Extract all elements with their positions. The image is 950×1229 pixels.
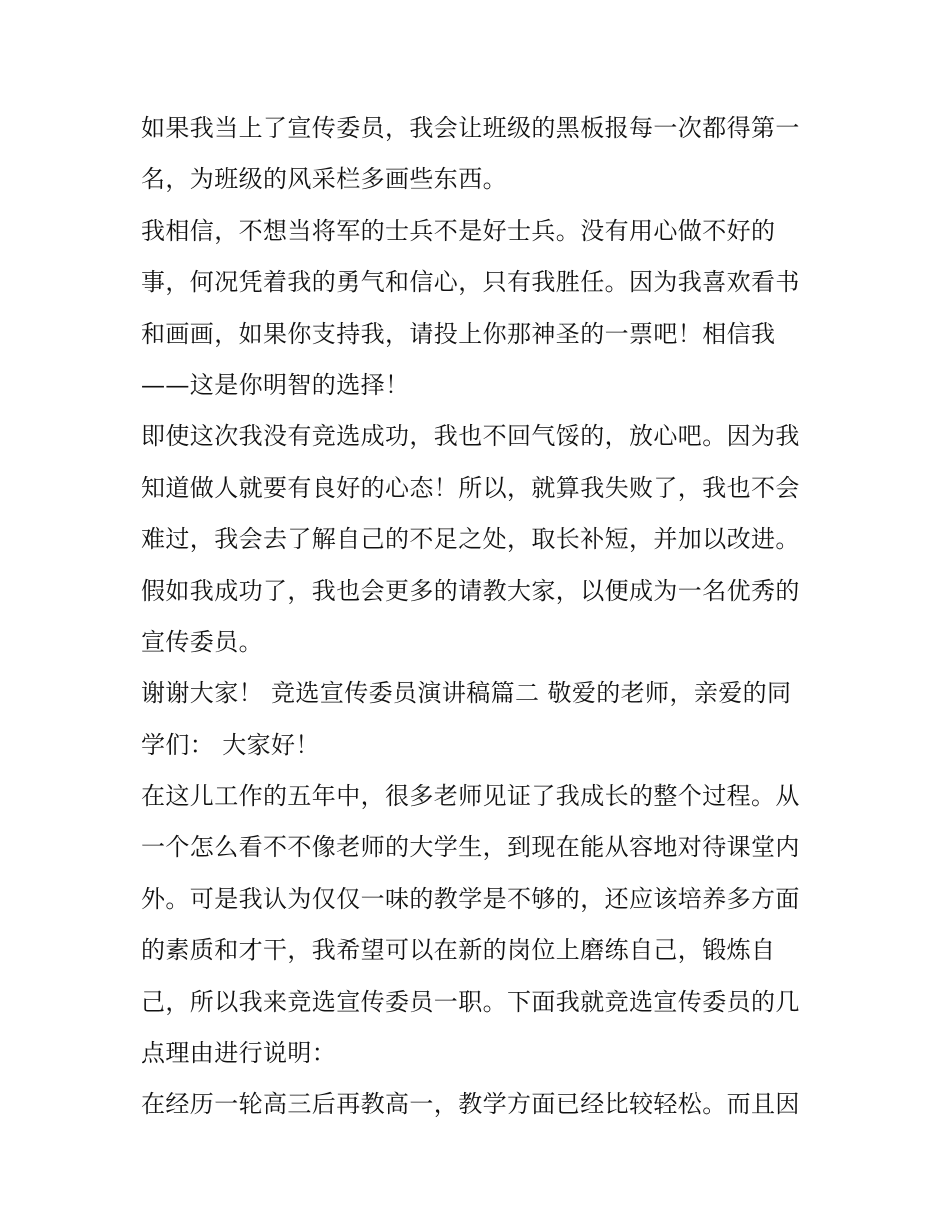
text-line: 一个怎么看不不像老师的大学生，到现在能从容地对待课堂内 <box>141 833 800 862</box>
text-line: 名，为班级的风采栏多画些东西。 <box>141 165 507 194</box>
text-line: 宣传委员。 <box>141 627 263 656</box>
text-line: 点理由进行说明： <box>141 1039 337 1068</box>
text-line: 事，何况凭着我的勇气和信心，只有我胜任。因为我喜欢看书 <box>141 268 800 297</box>
text-line: 如果我当上了宣传委员，我会让班级的黑板报每一次都得第一 <box>141 114 800 142</box>
text-line: 在经历一轮高三后再教高一，教学方面已经比较轻松。而且因 <box>141 1090 800 1119</box>
text-line: 的素质和才干，我希望可以在新的岗位上磨练自己，锻炼自 <box>141 936 776 965</box>
text-line: 外。可是我认为仅仅一味的教学是不够的，还应该培养多方面 <box>141 884 800 913</box>
text-line: 假如我成功了，我也会更多的请教大家，以便成为一名优秀的 <box>141 576 800 605</box>
text-line: 我相信，不想当将军的士兵不是好士兵。没有用心做不好的 <box>141 216 776 245</box>
text-line: 己，所以我来竞选宣传委员一职。下面我就竞选宣传委员的几 <box>141 987 800 1016</box>
document-body <box>141 103 821 1131</box>
text-line: 和画画，如果你支持我，请投上你那神圣的一票吧！相信我 <box>141 319 776 348</box>
text-line: 学们： 大家好！ <box>141 730 320 759</box>
text-line: 即使这次我没有竞选成功，我也不回气馁的，放心吧。因为我 <box>141 422 800 451</box>
text-line: 难过，我会去了解自己的不足之处，取长补短，并加以改进。 <box>141 525 800 554</box>
text-line: 知道做人就要有良好的心态！所以，就算我失败了，我也不会 <box>141 473 800 502</box>
text-line: 谢谢大家！ 竞选宣传委员演讲稿篇二 敬爱的老师，亲爱的同 <box>141 679 792 708</box>
text-line: ——这是你明智的选择！ <box>141 370 410 399</box>
text-line: 在这儿工作的五年中，很多老师见证了我成长的整个过程。从 <box>141 782 800 811</box>
